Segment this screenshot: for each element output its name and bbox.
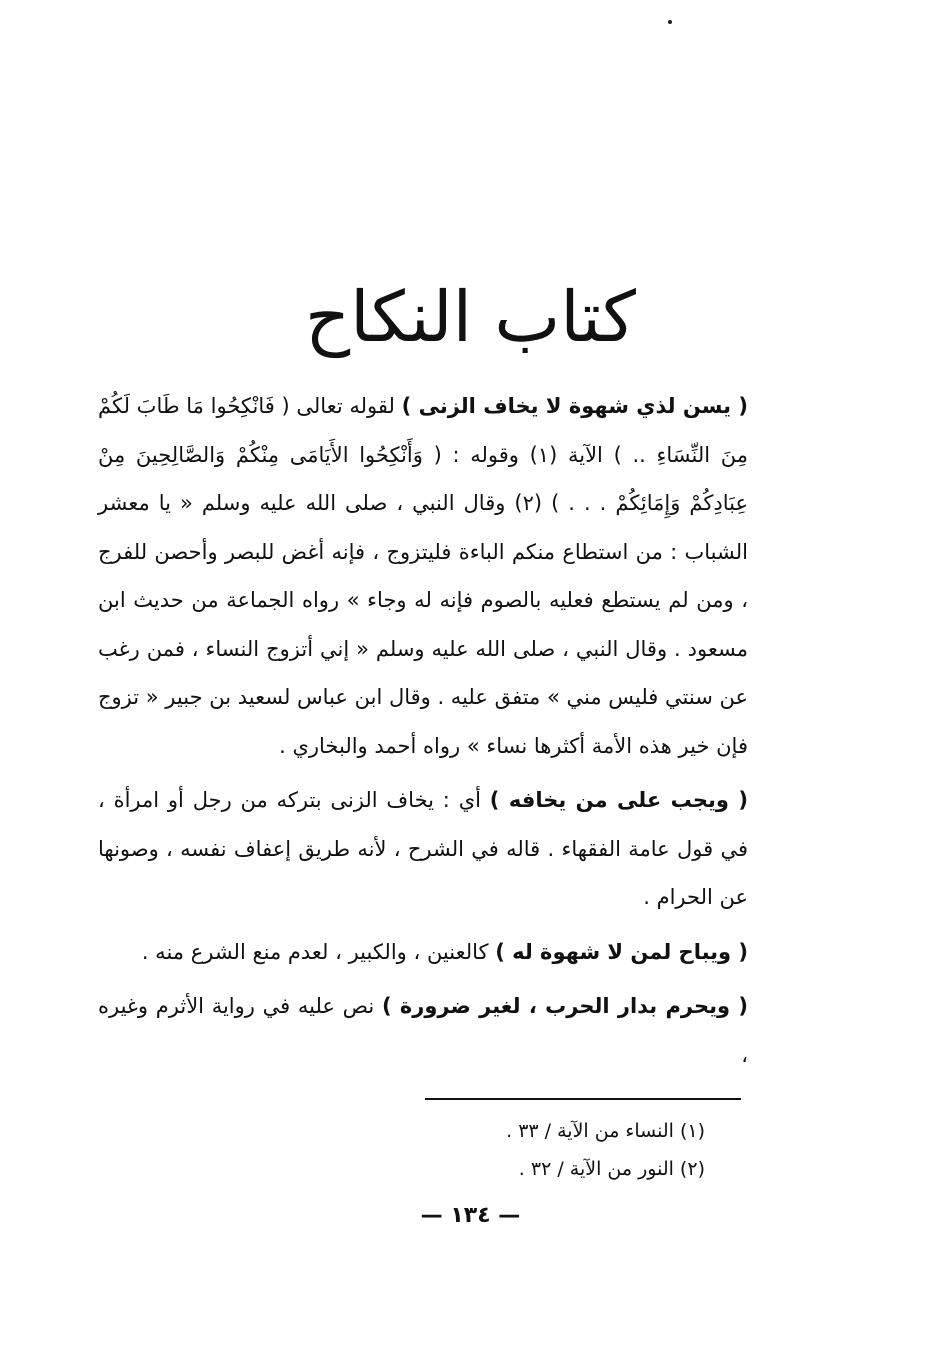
paragraph-heading: ( ويجب على من يخافه ) [489, 788, 748, 812]
paragraph-heading: ( يسن لذي شهوة لا يخاف الزنى ) [401, 394, 748, 418]
paragraph-text: كالعنين ، والكبير ، لعدم منع الشرع منه . [141, 939, 496, 964]
paragraph-text: نص عليه في رواية الأثرم وغيره ، [98, 994, 748, 1067]
paragraph-heading: ( ويباح لمن لا شهوة له ) [495, 939, 748, 964]
paragraph [98, 382, 748, 770]
paragraph-heading: ( ويحرم بدار الحرب ، لغير ضرورة ) [381, 994, 748, 1018]
footnote: (٢) النور من الآية / ٣٢ . [518, 1158, 705, 1180]
chapter-title: كتاب النكاح [305, 276, 636, 358]
paragraph [98, 982, 748, 1079]
page-number: — ١٣٤ — [420, 1203, 521, 1228]
ink-speck [668, 20, 672, 24]
footnote-divider [425, 1098, 741, 1100]
footnotes [425, 1112, 705, 1188]
paragraph [98, 776, 748, 922]
paragraph-text: لقوله تعالى ( فَانْكِحُوا مَا طَابَ لَكُمْ مِنَ النِّسَاءِ .. ) الآية (١) وقوله : ( وَأَنْكِحُوا الأَيَامَى مِنْكُمْ وَالصَّالِحِينَ مِنْ عِبَادِكُمْ وَإِمَائِكُمْ . . . ) (٢) وقال النبي ، صلى الله عليه وسلم « يا معشر الشباب : من استطاع منكم الباءة فليتزوج ، فإنه أغض للبصر وأحصن للفرج ، ومن لم يستطع فعليه بالصوم فإنه له وجاء » رواه الجماعة من حديث ابن مسعود . وقال النبي ، صلى الله عليه وسلم « إني أتزوج النساء ، فمن رغب عن سنتي فليس مني » متفق عليه . وقال ابن عباس لسعيد بن جبير « تزوج فإن خير هذه الأمة أكثرها نساء » رواه أحمد والبخاري . [97, 394, 748, 758]
paragraph [98, 928, 748, 977]
footnote: (١) النساء من الآية / ٣٣ . [506, 1120, 705, 1142]
body-text [98, 382, 748, 1085]
paragraph-text: أي : يخاف الزنى بتركه من رجل أو امرأة ، في قول عامة الفقهاء . قاله في الشرح ، لأنه طريق إعفاف نفسه ، وصونها عن الحرام . [98, 788, 748, 909]
